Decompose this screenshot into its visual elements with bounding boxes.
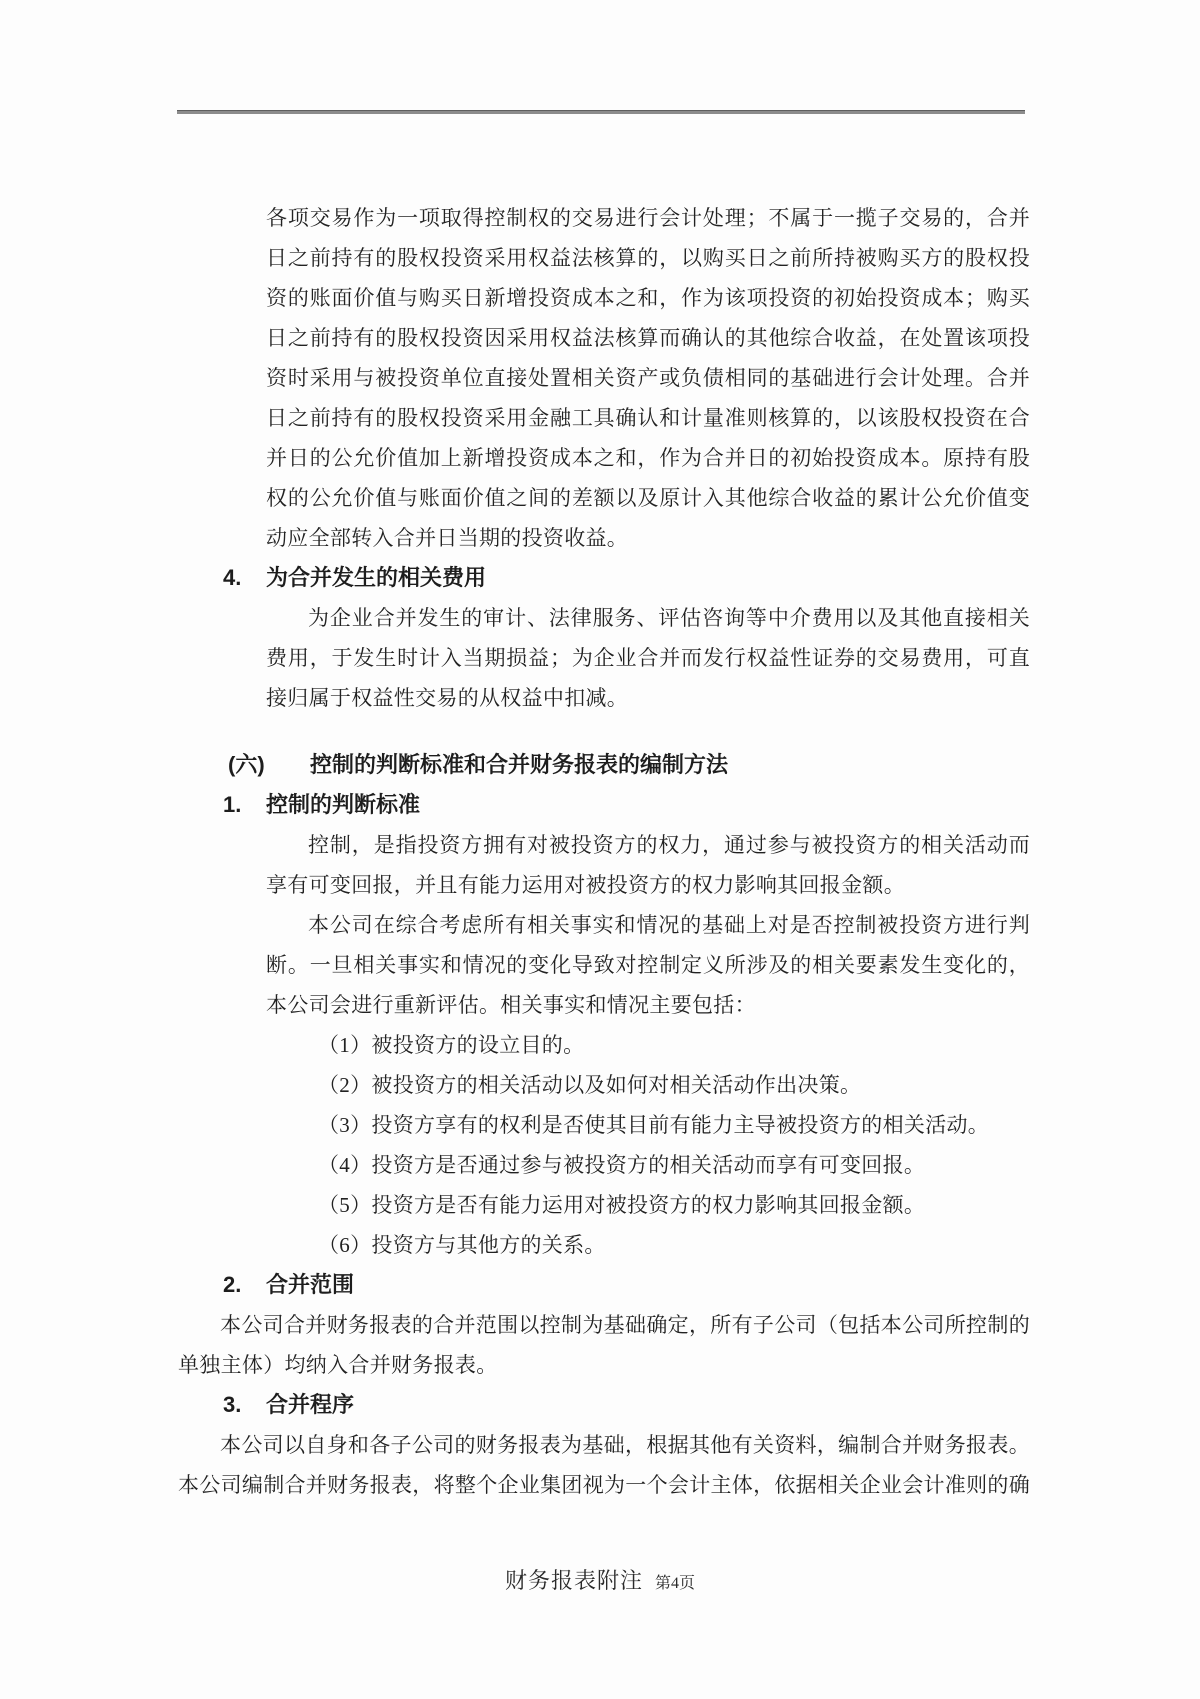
consolidation-scope-paragraph: 本公司合并财务报表的合并范围以控制为基础确定，所有子公司（包括本公司所控制的单独主体）均纳入合并财务报表。 bbox=[178, 1313, 1030, 1377]
criterion-item-3: （3）投资方享有的权利是否使其目前有能力主导被投资方的相关活动。 bbox=[318, 1113, 990, 1137]
page-footer bbox=[0, 1561, 1200, 1604]
heading-sub-2-number: 2. bbox=[223, 1272, 242, 1297]
heading-section-6-title: 控制的判断标准和合并财务报表的编制方法 bbox=[310, 752, 729, 777]
heading-section-6-number: (六) bbox=[228, 752, 265, 777]
criterion-item-5: （5）投资方是否有能力运用对被投资方的权力影响其回报金额。 bbox=[318, 1193, 926, 1217]
criterion-item-2: （2）被投资方的相关活动以及如何对相关活动作出决策。 bbox=[318, 1073, 862, 1097]
heading-sub-3-title: 合并程序 bbox=[266, 1392, 355, 1417]
heading-section-6 bbox=[228, 745, 1030, 785]
criteria-list bbox=[178, 1025, 1030, 1265]
heading-sub-1-title: 控制的判断标准 bbox=[266, 792, 421, 817]
heading-item-4-number: 4. bbox=[223, 565, 242, 590]
heading-sub-3-number: 3. bbox=[223, 1392, 242, 1417]
criterion-item-6: （6）投资方与其他方的关系。 bbox=[318, 1233, 606, 1257]
footer-page-number: 第4页 bbox=[655, 1575, 696, 1592]
heading-sub-1-number: 1. bbox=[223, 792, 242, 817]
control-definition-paragraph: 控制，是指投资方拥有对被投资方的权力，通过参与被投资方的相关活动而享有可变回报，并且有能力运用对被投资方的权力影响其回报金额。 bbox=[266, 833, 1030, 897]
continuation-paragraph: 各项交易作为一项取得控制权的交易进行会计处理；不属于一揽子交易的，合并日之前持有的股权投资采用权益法核算的，以购买日之前所持被购买方的股权投资的账面价值与购买日新增投资成本之和，作为该项投资的初始投资成本；购买日之前持有的股权投资因采用权益法核算而确认的其他综合收益，在处置该项投资时采用与被投资单位直接处置相关资产或负债相同的基础进行会计处理。合并日之前持有的股权投资采用金融工具确认和计量准则核算的，以该股权投资在合并日的公允价值加上新增投资成本之和，作为合并日的初始投资成本。原持有股权的公允价值与账面价值之间的差额以及原计入其他综合收益的累计公允价值变动应全部转入合并日当期的投资收益。 bbox=[266, 206, 1030, 550]
header-rule bbox=[177, 110, 1025, 114]
criterion-item-4: （4）投资方是否通过参与被投资方的相关活动而享有可变回报。 bbox=[318, 1153, 926, 1177]
merger-expenses-paragraph: 为企业合并发生的审计、法律服务、评估咨询等中介费用以及其他直接相关费用，于发生时计入当期损益；为企业合并而发行权益性证券的交易费用，可直接归属于权益性交易的从权益中扣减。 bbox=[266, 606, 1030, 710]
footer-doc-title: 财务报表附注 bbox=[504, 1568, 643, 1593]
criterion-item-1: （1）被投资方的设立目的。 bbox=[318, 1033, 585, 1057]
page-content bbox=[178, 198, 1030, 1505]
consolidation-procedure-paragraph: 本公司以自身和各子公司的财务报表为基础，根据其他有关资料，编制合并财务报表。本公司编制合并财务报表，将整个企业集团视为一个会计主体，依据相关企业会计准则的确 bbox=[178, 1433, 1030, 1497]
heading-sub-3 bbox=[223, 1385, 1030, 1425]
heading-sub-2 bbox=[223, 1265, 1030, 1305]
heading-sub-1 bbox=[223, 785, 1030, 825]
control-reassessment-paragraph: 本公司在综合考虑所有相关事实和情况的基础上对是否控制被投资方进行判断。一旦相关事实和情况的变化导致对控制定义所涉及的相关要素发生变化的，本公司会进行重新评估。相关事实和情况主要包括： bbox=[266, 913, 1030, 1017]
heading-sub-2-title: 合并范围 bbox=[266, 1272, 355, 1297]
heading-item-4 bbox=[223, 558, 1030, 598]
heading-item-4-title: 为合并发生的相关费用 bbox=[266, 565, 487, 590]
